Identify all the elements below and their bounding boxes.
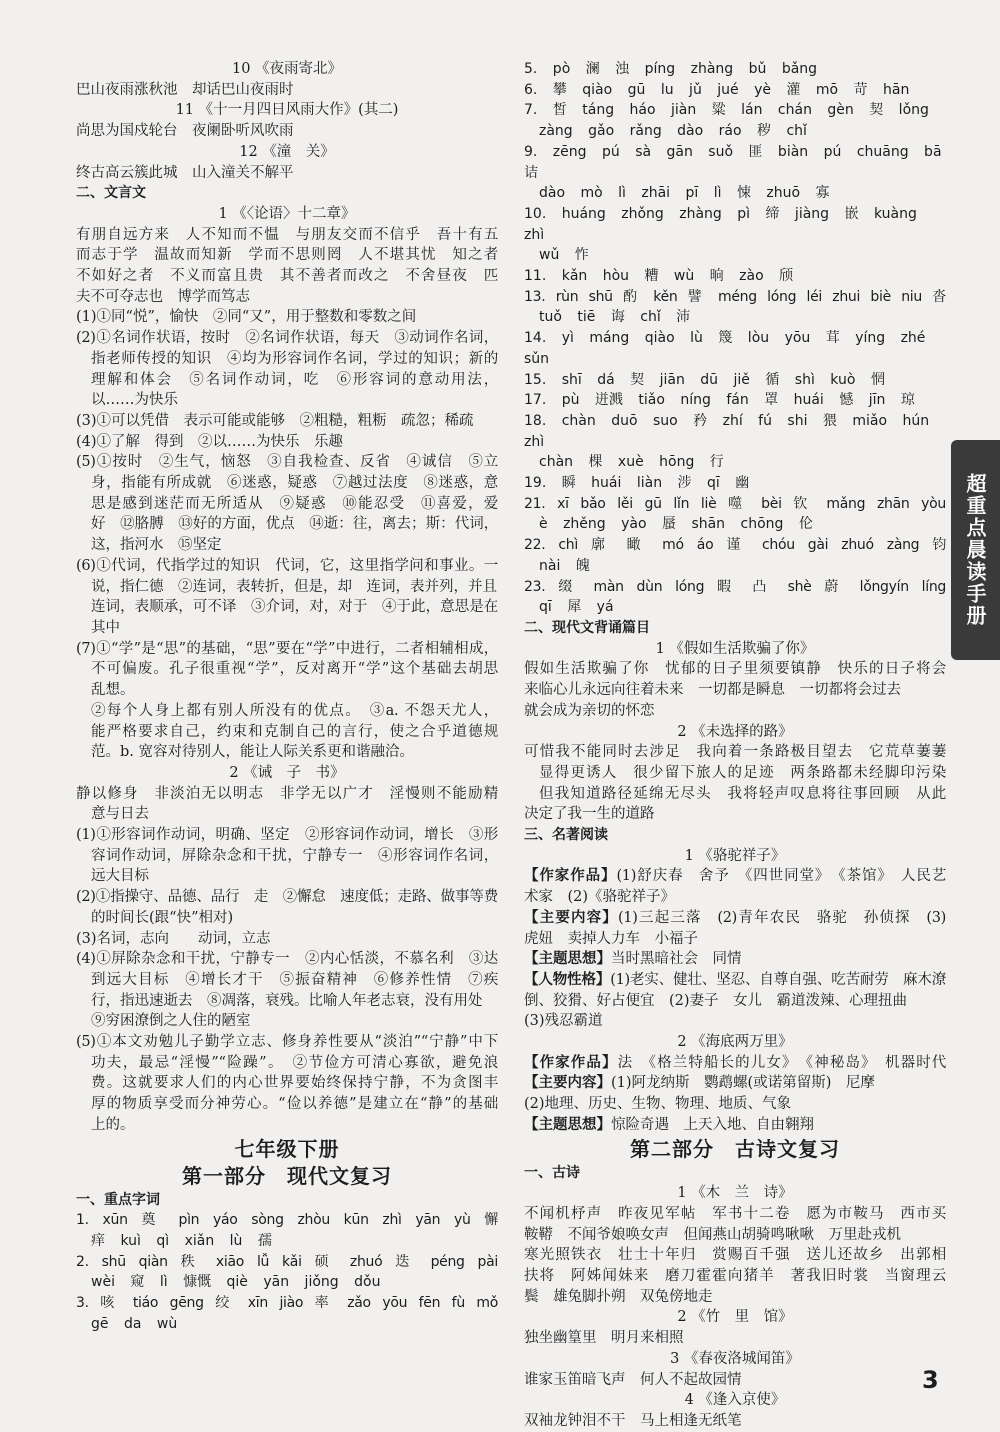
side-tab: 超重点晨读手册 bbox=[951, 440, 1000, 660]
text-line: 身，指能有所成就 ⑥迷惑，疑惑 ⑦越过法度 ⑧迷惑，意 bbox=[91, 475, 498, 492]
pinyin-line: 14. yì máng qiào lù 篾 lòu yōu 茸 yíng zhé sǔn bbox=[524, 330, 926, 367]
text-line: 可惜我不能同时去涉足 我向着一条路极目望去 它荒草萋萋 bbox=[524, 744, 946, 761]
pinyin-line: 23. 缀 màn dùn lóng 暇 凸 shè 蔚 lǒngyín líng bbox=[524, 578, 946, 595]
text-line: (3)名词，志向 动词，立志 bbox=[76, 930, 271, 947]
pinyin-line: 19. 瞬 huái liàn 涉 qī 幽 bbox=[524, 475, 750, 492]
pinyin-line: 15. shī dá 契 jiān dū jiě 循 shì kuò 惘 bbox=[524, 371, 885, 388]
pinyin-line: 13. rùn shū 酌 kěn 譬 méng lóng léi zhui biè niu 沓 bbox=[524, 288, 946, 305]
field-value: 惊险奇遇 上天入地、自由翱翔 bbox=[611, 1116, 814, 1133]
text-line: 而志于学 温故而知新 学而不思则罔 人不堪其忧 知之者 bbox=[76, 247, 498, 264]
section-heading: 一、古诗 bbox=[524, 1164, 580, 1181]
text-line: 不如好之者 不义而富且贵 其不善者而改之 不舍昼夜 匹 bbox=[76, 268, 498, 285]
section-heading: 二、文言文 bbox=[76, 185, 146, 202]
text-line: 倒、狡猾、好占便宜 (2)妻子 女儿 霸道泼辣、心理扭曲 bbox=[524, 992, 908, 1009]
text-line: 乱想。 bbox=[91, 682, 135, 699]
field-value: (1)老实、健壮、坚忍、自尊自强、吃苦耐劳 麻木潦 bbox=[610, 971, 946, 988]
text-line: 双袖龙钟泪不干 马上相逢无纸笔 bbox=[524, 1413, 742, 1429]
text-line: 范。b. 宽容对待别人，能让人际关系更和谐融洽。 bbox=[91, 744, 414, 761]
section-title: 11 《十一月四日风雨大作》(其二) bbox=[175, 102, 399, 119]
field-value: 当时黑暗社会 同情 bbox=[611, 951, 742, 968]
pinyin-line: 3. 咳 tiáo gēng 绞 xīn jiào 率 zǎo yōu fēn fù mǒ bbox=[76, 1295, 498, 1312]
pinyin-line: 22. chì 廓 瞰 mó áo 谨 chóu gài zhuó zàng 钧 bbox=[524, 537, 946, 554]
text-line: (2)①指操守、品德、品行 走 ②懈怠 速度低；走路、做事等费 bbox=[76, 889, 498, 906]
text-line: (5)①按时 ②生气，恼怒 ③自我检查、反省 ④诚信 ⑤立 bbox=[76, 454, 498, 471]
text-line: 好 ⑫胳膊 ⑬好的方面，优点 ⑭逝：往，离去；斯：代词， bbox=[91, 516, 498, 533]
text-line: 说，指仁德 ②连词，表转折，但是，却 连词，表并列，并且 bbox=[91, 578, 497, 595]
text-line: 到远大目标 ④增长才干 ⑤振奋精神 ⑥修养性情 ⑦疾 bbox=[91, 971, 498, 988]
pinyin-line: 21. xī bǎo lěi gū lǐn liè 噬 bèi 钦 mǎng zhān yòu bbox=[524, 495, 946, 512]
pinyin-line: 7. 皙 táng háo jiàn 粱 lán chán gèn 契 lǒng bbox=[524, 102, 929, 119]
field-value: (1)三起三落 (2)青年农民 骆驼 孙侦探 (3) bbox=[617, 909, 946, 926]
text-line: (5)①本文劝勉儿子勤学立志、修身养性要从“淡泊”“宁静”中下 bbox=[76, 1034, 498, 1051]
text-line: 行，指迅速逝去 ⑧凋落，衰残。比喻人年老志衰，没有用处 bbox=[91, 992, 483, 1009]
text-line: 来临心儿永远向往着未来 一切都是瞬息 一切都将会过去 bbox=[524, 682, 901, 699]
pinyin-line: 痒 kuì qì xiǎn lù 孺 bbox=[91, 1232, 272, 1249]
text-line: 不可偏废。孔子很重视“学”，反对离开“学”这个基础去胡思 bbox=[91, 661, 498, 678]
text-line: 就会成为亲切的怀恋 bbox=[524, 702, 655, 719]
text-line: 夫不可夺志也 博学而笃志 bbox=[76, 288, 250, 305]
text-line: 远大目标 bbox=[91, 868, 149, 885]
pinyin-line: qī 犀 yá bbox=[539, 599, 614, 616]
pinyin-line: nài 魄 bbox=[539, 557, 590, 574]
part-heading: 第二部分 古诗文复习 bbox=[630, 1136, 840, 1161]
text-line: 终古高云簇此城 山入潼关不解平 bbox=[76, 164, 294, 181]
part-heading: 七年级下册 bbox=[234, 1136, 340, 1161]
right-column bbox=[524, 59, 946, 1432]
text-line: 连词，表顺承，可不译 ③介词，对，对于 ④于此，意思是在 bbox=[91, 599, 498, 616]
section-title: 10 《夜雨寄北》 bbox=[231, 61, 343, 77]
section-heading: 三、名著阅读 bbox=[524, 827, 608, 844]
pinyin-line: 5. pò 澜 浊 píng zhàng bǔ bǎng bbox=[524, 61, 818, 77]
pinyin-line: dào mò lì zhāi pī lì 悚 zhuō 寡 bbox=[539, 185, 830, 202]
section-title: 4 《逢入京使》 bbox=[684, 1392, 786, 1409]
text-line: 理解和体会 ⑤名词作动词，吃 ⑥形容词的意动用法， bbox=[91, 371, 498, 388]
text-line: ②每个人身上都有别人所没有的优点。 ③a. 不怨天尤人， bbox=[91, 702, 498, 719]
pinyin-line: zàng gǎo rǎng dào ráo 秽 chǐ bbox=[539, 123, 807, 140]
text-line: 谁家玉笛暗飞声 何人不起故园情 bbox=[524, 1371, 742, 1388]
text-line: 术家 (2)《骆驼祥子》 bbox=[524, 889, 676, 906]
section-title: 12 《潼 关》 bbox=[239, 143, 335, 160]
text-line: (2)①名词作状语，按时 ②名词作状语，每天 ③动词作名词， bbox=[76, 330, 498, 347]
text-line: 有朋自远方来 人不知而不愠 与朋友交而不信乎 吾十有五 bbox=[76, 226, 498, 243]
section-title: 1 《木 兰 诗》 bbox=[677, 1185, 793, 1202]
page-number: 3 bbox=[922, 1366, 939, 1394]
field-value: (1)阿龙纳斯 鹦鹉螺(或诺第留斯) 尼摩 bbox=[611, 1075, 875, 1092]
text-line bbox=[524, 1115, 946, 1136]
section-title: 2 《海底两万里》 bbox=[677, 1034, 793, 1051]
pinyin-line: 11. kǎn hòu 糟 wù 晌 zào 颀 bbox=[524, 268, 794, 285]
text-line bbox=[524, 866, 946, 887]
text-line bbox=[524, 908, 946, 929]
pinyin-line: chàn 棵 xuè hōng 行 bbox=[539, 454, 724, 471]
text-line: 这，指河水 ⑮坚定 bbox=[91, 537, 222, 554]
text-line: (3)残忍霸道 bbox=[524, 1013, 603, 1030]
text-line: 思是感到迷茫而无所适从 ⑨疑惑 ⑩能忍受 ⑪喜爱，爱 bbox=[91, 495, 498, 512]
section-heading: 二、现代文背诵篇目 bbox=[524, 619, 650, 636]
section-title: 2 《未选择的路》 bbox=[677, 723, 793, 740]
text-line: 厚的物质享受而分神劳心。“俭以养德”是建立在“静”的基础 bbox=[91, 1096, 498, 1113]
pinyin-line: wèi 窥 lì 慷慨 qiè yān jiǒng dǒu bbox=[91, 1274, 381, 1291]
pinyin-line: gē da wù bbox=[91, 1315, 178, 1332]
text-line: 假如生活欺骗了你 忧郁的日子里须要镇静 快乐的日子将会 bbox=[524, 661, 946, 678]
text-line: 费。这就要求人们的内心世界要始终保持宁静，不为贪图丰 bbox=[91, 1075, 498, 1092]
text-line: (3)①可以凭借 表示可能或能够 ②粗糙，粗粝 疏忽；稀疏 bbox=[76, 412, 474, 429]
text-line: 以……为快乐 bbox=[91, 392, 178, 409]
text-line: 不闻机杼声 昨夜见军帖 军书十二卷 愿为市鞍马 西市买 bbox=[524, 1205, 946, 1222]
text-line bbox=[524, 949, 946, 970]
text-line: 的时间长(跟“快”相对) bbox=[91, 909, 234, 926]
section-heading: 一、重点字词 bbox=[76, 1191, 160, 1208]
field-label: 【人物性格】 bbox=[524, 971, 611, 988]
section-title: 2 《竹 里 馆》 bbox=[677, 1309, 793, 1326]
pinyin-line: è zhěng yào 蜃 shān chōng 伦 bbox=[539, 516, 813, 533]
text-line: 寒光照铁衣 壮士十年归 赏赐百千强 送儿还故乡 出郭相 bbox=[524, 1247, 946, 1264]
text-line: 其中 bbox=[91, 619, 120, 636]
pinyin-line: 6. 攀 qiào gū lu jǔ jué yè 灌 mō 苛 hān bbox=[524, 81, 910, 98]
text-line: 虎妞 卖掉人力车 小福子 bbox=[524, 930, 698, 947]
text-line: (4)①了解 得到 ②以……为快乐 乐趣 bbox=[76, 433, 344, 450]
text-line bbox=[524, 1073, 946, 1094]
pinyin-line: 10. huáng zhǒng zhàng pì 缔 jiàng 嵌 kuàng zhì bbox=[524, 205, 917, 243]
pinyin-line: 17. pù 迸溅 tiǎo níng fán 罩 huái 憾 jīn 琼 bbox=[524, 392, 915, 409]
text-line: 功夫，最忌“淫慢”“险躁”。 ②节俭方可清心寡欲，避免浪 bbox=[91, 1054, 498, 1071]
pinyin-line: 2. shū qiàn 秩 xiāo lǚ kǎi 硕 zhuó 迭 péng pài bbox=[76, 1253, 498, 1270]
text-line: (1)①同“悦”，愉快 ②同“又”，用于整数和零数之间 bbox=[76, 309, 417, 326]
field-label: 【主要内容】 bbox=[524, 909, 618, 926]
field-label: 【主题思想】 bbox=[524, 951, 611, 968]
part-heading: 第一部分 现代文复习 bbox=[182, 1163, 392, 1188]
text-line: (4)①屏除杂念和干扰，宁静专一 ②内心恬淡，不慕名利 ③达 bbox=[76, 951, 498, 968]
pinyin-line: 9. zēng pú sà gān suǒ 匪 biàn pú chuāng bā 诘 bbox=[524, 143, 942, 181]
field-label: 【主题思想】 bbox=[524, 1116, 611, 1133]
text-line bbox=[524, 970, 946, 991]
field-label: 【主要内容】 bbox=[524, 1075, 611, 1092]
field-label: 【作家作品】 bbox=[524, 868, 617, 885]
text-line bbox=[524, 1053, 946, 1074]
text-line: 巴山夜雨涨秋池 却话巴山夜雨时 bbox=[76, 81, 294, 98]
text-line: (7)①“学”是“思”的基础，“思”要在“学”中进行，二者相辅相成， bbox=[76, 640, 498, 657]
text-line: 鞍鞯 不闻爷娘唤女声 但闻燕山胡骑鸣啾啾 万里赴戎机 bbox=[524, 1226, 901, 1243]
pinyin-line: tuǒ tiē 诲 chǐ 沛 bbox=[539, 309, 691, 326]
text-line: 决定了我一生的道路 bbox=[524, 806, 655, 823]
text-line: 能严格要求自己，约束和克制自己的言行，使之合乎道德规 bbox=[91, 723, 498, 740]
text-line: 容词作动词，屏除杂念和干扰，宁静专一 ④形容词作名词， bbox=[91, 847, 498, 864]
section-title: 1 《假如生活欺骗了你》 bbox=[655, 640, 815, 657]
section-title: 3 《春夜洛城闻笛》 bbox=[670, 1350, 800, 1367]
text-line: 尚思为国戍轮台 夜阑卧听风吹雨 bbox=[76, 123, 294, 140]
section-title: 1 《骆驼祥子》 bbox=[684, 847, 786, 864]
pinyin-line: 18. chàn duō suo 矜 zhí fú shi 猥 miǎo hún zhì bbox=[524, 412, 930, 450]
text-line: 意与日去 bbox=[91, 806, 149, 823]
text-line: ⑨穷困潦倒之人住的陋室 bbox=[91, 1013, 251, 1030]
text-line: 上的。 bbox=[91, 1116, 135, 1133]
pinyin-line: 1. xūn 奠 pìn yáo sòng zhòu kūn zhì yān yù 懈 bbox=[76, 1212, 498, 1229]
text-line: (1)①形容词作动词，明确、坚定 ②形容词作动词，增长 ③形 bbox=[76, 827, 498, 844]
field-label: 【作家作品】 bbox=[524, 1054, 618, 1071]
text-line: 静以修身 非淡泊无以明志 非学无以广才 淫慢则不能励精 bbox=[76, 785, 498, 802]
text-line: 显得更诱人 很少留下旅人的足迹 两条路都未经脚印污染 bbox=[539, 764, 946, 781]
pinyin-line: wǔ 怍 bbox=[539, 247, 589, 264]
field-value: (1)舒庆春 舍予 《四世同堂》 《茶馆》 人民艺 bbox=[616, 868, 946, 885]
field-value: 法 《格兰特船长的儿女》 《神秘岛》 机器时代 bbox=[617, 1054, 946, 1071]
text-line: (2)地理、历史、生物、物理、地质、气象 bbox=[524, 1096, 792, 1113]
section-title: 1 《〈论语〉十二章》 bbox=[218, 205, 356, 222]
text-line: 但我知道路径延绵无尽头 我将轻声叹息将往事回顾 从此 bbox=[539, 785, 946, 802]
text-line: 扶将 阿姊闻妹来 磨刀霍霍向猪羊 著我旧时裳 当窗理云 bbox=[524, 1268, 946, 1285]
left-column bbox=[76, 59, 498, 1334]
section-title: 2 《诫 子 书》 bbox=[229, 764, 345, 781]
text-line: 鬓 雄兔脚扑朔 双兔傍地走 bbox=[524, 1288, 713, 1305]
text-line: 指老师传授的知识 ④均为形容词作名词，学过的知识；新的 bbox=[91, 350, 498, 367]
text-line: (6)①代词，代指学过的知识 代词，它，这里指学问和事业。一 bbox=[76, 557, 498, 574]
text-line: 独坐幽篁里 明月来相照 bbox=[524, 1330, 684, 1347]
